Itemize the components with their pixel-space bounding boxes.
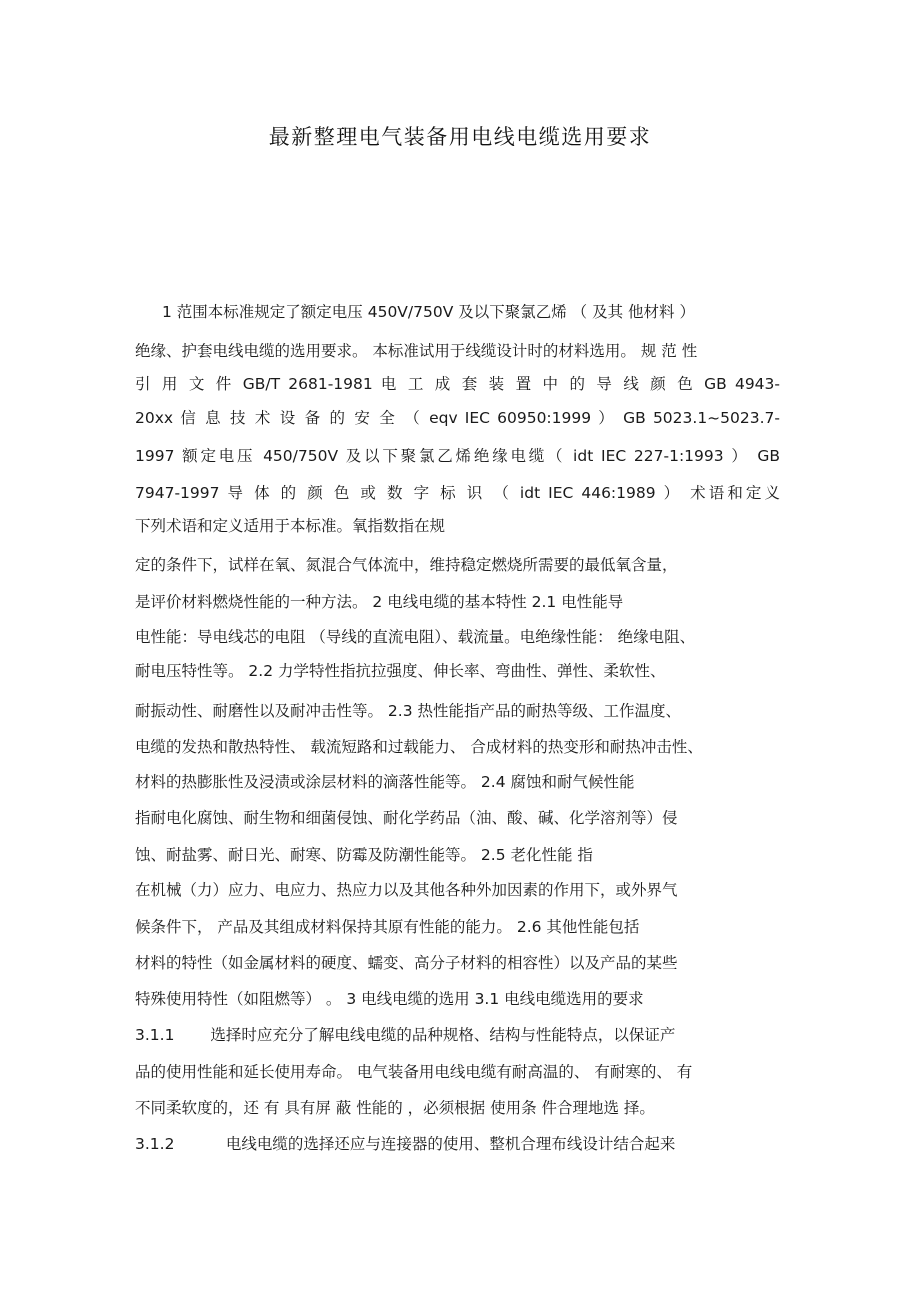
text-line: 电性能：导电线芯的电阻 （导线的直流电阻）、载流量。电绝缘性能： 绝缘电阻、 <box>135 628 696 646</box>
text-line: 1 范围本标准规定了额定电压 450V/750V 及以下聚氯乙烯 （ 及其 他材料 ） <box>162 303 695 321</box>
text-line: 电缆的发热和散热特性、 载流短路和过载能力、 合成材料的热变形和耐热冲击性、 <box>135 738 703 756</box>
text-line: 20xx 信 息 技 术 设 备 的 安 全 （ eqv IEC 60950:1999 ） GB 5023.1~5023.7- <box>135 409 780 427</box>
text-line: 不同柔软度的，还 有 具有屏 蔽 性能的 ，必须根据 使用条 件合理地选 择。 <box>135 1099 655 1117</box>
text-line: 耐电压特性等。 2.2 力学特性指抗拉强度、伸长率、弯曲性、弹性、柔软性、 <box>135 662 666 680</box>
text-line: 特殊使用特性（如阻燃等） 。 3 电线电缆的选用 3.1 电线电缆选用的要求 <box>135 990 644 1008</box>
text-line: 1997 额定电压 450/750V 及以下聚氯乙烯绝缘电缆（ idt IEC 227-1:1993 ） GB <box>135 447 780 465</box>
text-line: 材料的特性（如金属材料的硬度、蠕变、高分子材料的相容性）以及产品的某些 <box>135 954 678 972</box>
text-line: 3.1.1 选择时应充分了解电线电缆的品种规格、结构与性能特点，以保证产 <box>135 1026 676 1044</box>
text-line: 定的条件下，试样在氧、氮混合气体流中，维持稳定燃烧所需要的最低氧含量， <box>135 556 678 574</box>
text-line: 候条件下， 产品及其组成材料保持其原有性能的能力。 2.6 其他性能包括 <box>135 918 640 936</box>
text-line: 引 用 文 件 GB/T 2681-1981 电 工 成 套 装 置 中 的 导 线 颜 色 GB 4943- <box>135 375 780 393</box>
text-line: 指耐电化腐蚀、耐生物和细菌侵蚀、耐化学药品（油、酸、碱、化学溶剂等）侵 <box>135 809 678 827</box>
text-line: 品的使用性能和延长使用寿命。 电气装备用电线电缆有耐高温的、 有耐寒的、 有 <box>135 1063 693 1081</box>
text-line: 蚀、耐盐雾、耐日光、耐寒、防霉及防潮性能等。 2.5 老化性能 指 <box>135 846 593 864</box>
text-line: 绝缘、护套电线电缆的选用要求。 本标准试用于线缆设计时的材料选用。 规 范 性 <box>135 342 698 360</box>
text-line: 在机械（力）应力、电应力、热应力以及其他各种外加因素的作用下，或外界气 <box>135 881 678 899</box>
text-line: 材料的热膨胀性及浸渍或涂层材料的滴落性能等。 2.4 腐蚀和耐气候性能 <box>135 773 635 791</box>
text-line: 3.1.2 电线电缆的选择还应与连接器的使用、整机合理布线设计结合起来 <box>135 1135 676 1153</box>
text-line: 下列术语和定义适用于本标准。氧指数指在规 <box>135 517 446 535</box>
text-line: 是评价材料燃烧性能的一种方法。 2 电线电缆的基本特性 2.1 电性能导 <box>135 593 624 611</box>
document-title: 最新整理电气装备用电线电缆选用要求 <box>268 125 652 149</box>
text-line: 7947-1997 导 体 的 颜 色 或 数 字 标 识 （ idt IEC 446:1989 ） 术语和定义 <box>135 484 780 502</box>
text-line: 耐振动性、耐磨性以及耐冲击性等。 2.3 热性能指产品的耐热等级、工作温度、 <box>135 702 682 720</box>
